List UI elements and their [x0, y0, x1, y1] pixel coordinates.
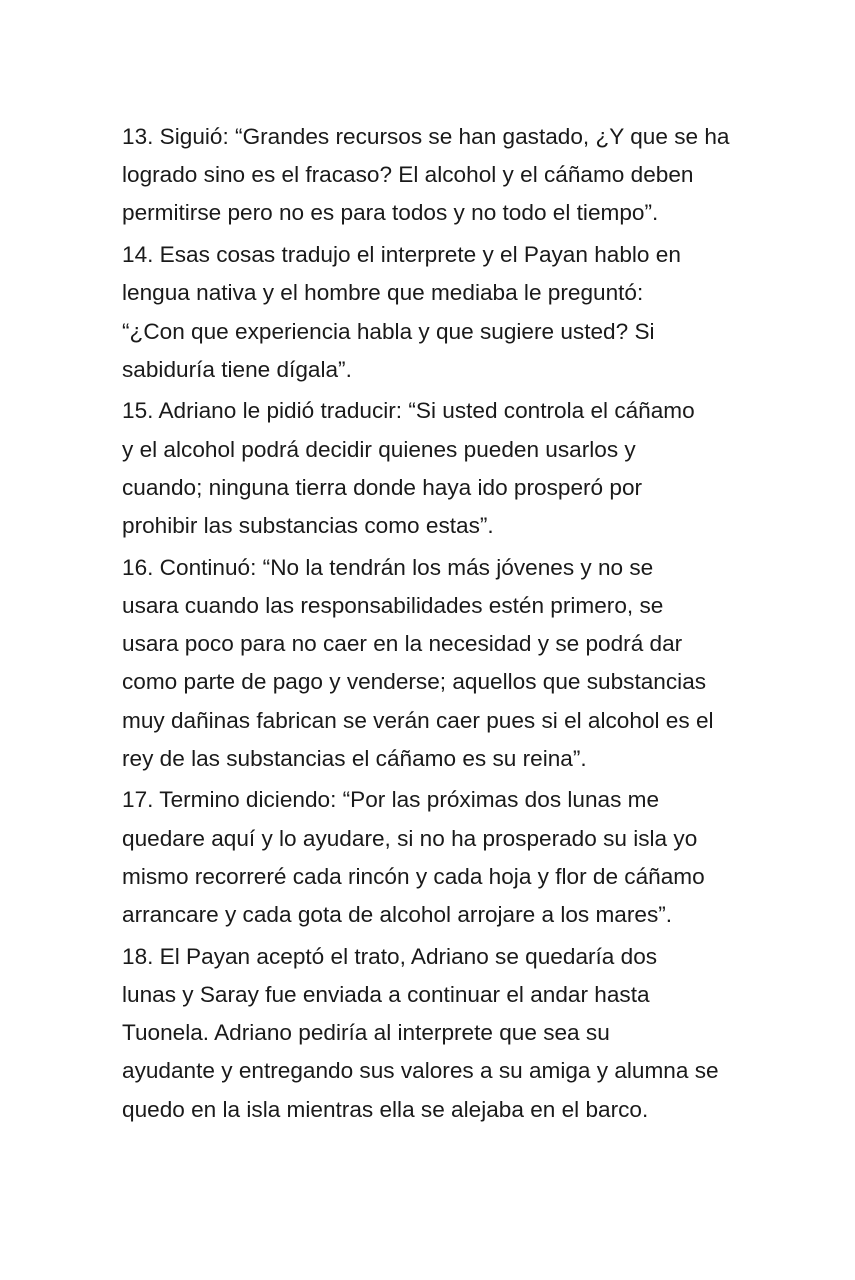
- text-line: lengua nativa y el hombre que mediaba le preguntó:: [122, 280, 644, 306]
- verse-13: [122, 118, 734, 233]
- text-line: usara cuando las responsabilidades estén primero, se: [122, 592, 664, 618]
- text-line: 17. Termino diciendo: “Por las próximas dos lunas me: [122, 787, 660, 813]
- verse-18: [122, 938, 734, 1129]
- text-line: cuando; ninguna tierra donde haya ido prosperó por: [122, 474, 643, 500]
- text-line: mismo recorreré cada rincón y cada hoja y flor de cáñamo: [122, 863, 705, 889]
- text-line: 13. Siguió: “Grandes recursos se han gastado, ¿Y que se ha: [122, 124, 730, 149]
- text-line: lunas y Saray fue enviada a continuar el andar hasta: [122, 981, 650, 1007]
- text-line: 14. Esas cosas tradujo el interprete y el Payan hablo en: [122, 242, 681, 268]
- text-line: prohibir las substancias como estas”.: [122, 513, 494, 539]
- body-text: [122, 118, 734, 1132]
- text-line: como parte de pago y venderse; aquellos que substancias: [122, 669, 707, 695]
- text-line: Tuonela. Adriano pediría al interprete que sea su: [122, 1020, 610, 1046]
- text-line: quedo en la isla mientras ella se alejaba en el barco.: [122, 1096, 649, 1122]
- verse-17: [122, 781, 734, 934]
- text-line: y el alcohol podrá decidir quienes pueden usarlos y: [122, 436, 636, 462]
- text-line: rey de las substancias el cáñamo es su reina”.: [122, 745, 587, 771]
- verse-14: [122, 236, 734, 389]
- text-line: sabiduría tiene dígala”.: [122, 356, 352, 382]
- text-line: 15. Adriano le pidió traducir: “Si usted controla el cáñamo: [122, 398, 695, 424]
- text-line: logrado sino es el fracaso? El alcohol y el cáñamo deben: [122, 162, 694, 188]
- text-line: usara poco para no caer en la necesidad y se podrá dar: [122, 631, 683, 657]
- text-line: 18. El Payan aceptó el trato, Adriano se quedaría dos: [122, 943, 658, 969]
- verse-15: [122, 392, 734, 545]
- text-line: “¿Con que experiencia habla y que sugiere usted? Si: [122, 318, 655, 344]
- verse-16: [122, 549, 734, 778]
- text-line: muy dañinas fabrican se verán caer pues si el alcohol es el: [122, 707, 714, 733]
- text-line: quedare aquí y lo ayudare, si no ha prosperado su isla yo: [122, 825, 698, 851]
- text-line: 16. Continuó: “No la tendrán los más jóvenes y no se: [122, 554, 654, 580]
- text-line: arrancare y cada gota de alcohol arrojare a los mares”.: [122, 902, 673, 928]
- text-line: permitirse pero no es para todos y no todo el tiempo”.: [122, 200, 659, 226]
- text-line: ayudante y entregando sus valores a su amiga y alumna se: [122, 1058, 719, 1084]
